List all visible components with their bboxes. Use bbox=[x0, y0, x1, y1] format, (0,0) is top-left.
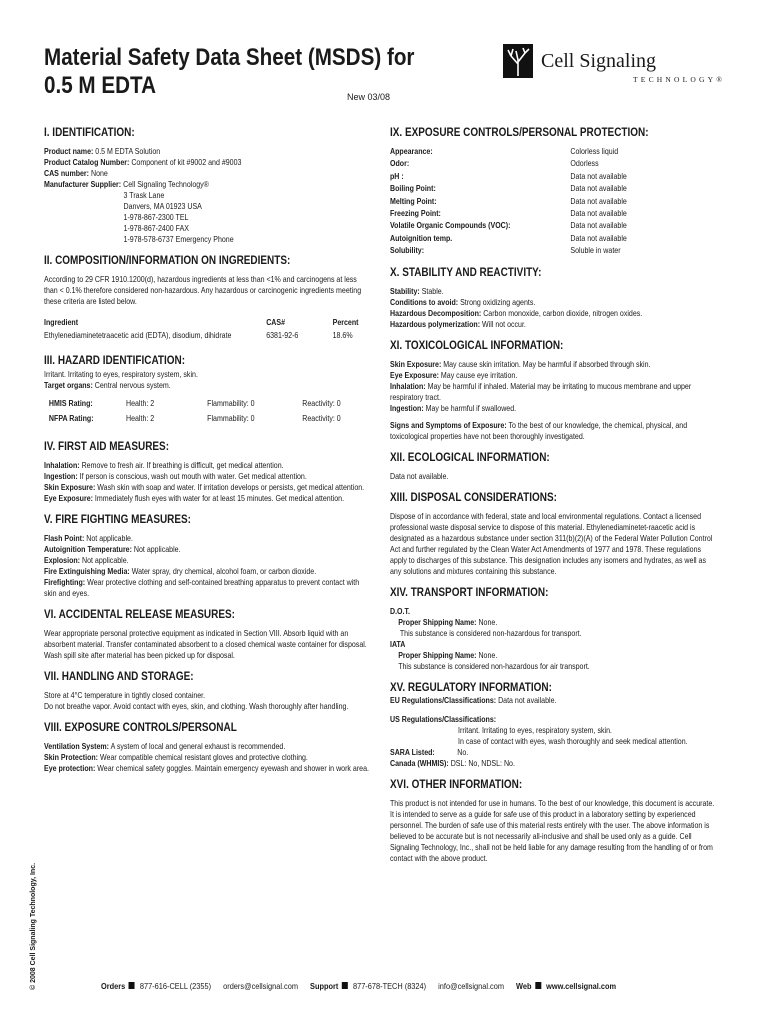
square-bullet-icon bbox=[342, 982, 348, 989]
hazard-body bbox=[44, 369, 372, 426]
property-label: pH : bbox=[390, 170, 404, 181]
square-bullet-icon bbox=[535, 982, 541, 989]
property-value: Data not available bbox=[570, 232, 627, 243]
address-line: 1-978-578-6737 Emergency Phone bbox=[123, 234, 234, 244]
value: Remove to fresh air. If breathing is difficult, get medical attention. bbox=[81, 460, 284, 470]
paragraph: This product is not intended for use in humans. To the best of our knowledge, this document is accurate. It is intended to serve as a guide for safe use of this product in a laboratory setting by experienced personnel. The burden of safe use of this material rests entirely with the user. The above information is believed to be accurate but is not necessarily all-inclusive and shall be used only as a guide. Cell Signaling Technology, Inc., shall not be held liable for any damage resulting from the handling of or from contact with the above product. bbox=[390, 797, 715, 863]
section-identification bbox=[44, 126, 374, 245]
value: Wear protective clothing and self-contained breathing apparatus to prevent contact with skin and eyes. bbox=[44, 577, 360, 598]
title-line-1: Material Safety Data Sheet (MSDS) for bbox=[44, 44, 415, 71]
value: To the best of our knowledge, the chemical, physical, and toxicological properties have not been thoroughly investigated. bbox=[390, 419, 688, 441]
section-heading: II. COMPOSITION/INFORMATION ON INGREDIENTS: bbox=[44, 254, 291, 267]
label: Ingestion: bbox=[390, 402, 424, 413]
address-line: 3 Trask Lane bbox=[123, 190, 165, 200]
label: Proper Shipping Name: bbox=[398, 616, 477, 627]
logo-tech-text: TECHNOLOGY bbox=[633, 75, 717, 84]
property-value: Data not available bbox=[570, 183, 627, 194]
property-label: Volatile Organic Compounds (VOC): bbox=[390, 220, 511, 231]
table-cell: HMIS Rating: bbox=[48, 398, 93, 408]
property-row bbox=[390, 157, 627, 169]
first-aid-body bbox=[44, 460, 372, 504]
label: Product name: bbox=[44, 146, 94, 156]
value: No. bbox=[457, 746, 469, 757]
label: Inhalation: bbox=[44, 460, 80, 470]
section-heading: XI. TOXICOLOGICAL INFORMATION: bbox=[390, 338, 564, 352]
property-row bbox=[390, 145, 627, 157]
properties-table bbox=[390, 145, 627, 257]
value: None. bbox=[478, 616, 498, 627]
value: DSL: No, NDSL: No. bbox=[450, 757, 515, 768]
header-cell: CAS# bbox=[266, 317, 286, 327]
label: Ventilation System: bbox=[44, 741, 110, 751]
label: Canada (WHMIS): bbox=[390, 757, 449, 768]
tree-logo-icon bbox=[503, 44, 533, 78]
section-handling-storage bbox=[44, 670, 374, 712]
section-physical-properties bbox=[390, 126, 720, 257]
right-column bbox=[390, 126, 720, 873]
section-heading: XIV. TRANSPORT INFORMATION: bbox=[390, 585, 549, 599]
address-line: 1-978-867-2400 FAX bbox=[123, 223, 189, 233]
ingredients-table bbox=[44, 316, 358, 342]
label: Skin Exposure: bbox=[44, 482, 96, 492]
section-hazard bbox=[44, 354, 374, 426]
address-line: 1-978-867-2300 TEL bbox=[123, 212, 189, 222]
composition-body bbox=[44, 274, 372, 342]
value: Water spray, dry chemical, alcohol foam, or carbon dioxide. bbox=[131, 566, 317, 576]
table-cell: Ethylenediaminetetraacetic acid (EDTA), disodium, dihidrate bbox=[44, 330, 232, 340]
section-transport bbox=[390, 586, 720, 672]
value: May cause skin irritation. May be harmful if absorbed through skin. bbox=[443, 358, 651, 369]
property-value: Soluble in water bbox=[570, 245, 621, 256]
footer-orders-email-link[interactable]: orders@cellsignal.com bbox=[223, 981, 298, 991]
property-value: Data not available bbox=[570, 208, 627, 219]
value: Immediately flush eyes with water for at least 15 minutes. Get medical attention. bbox=[94, 493, 345, 503]
table-cell: 6381-92-6 bbox=[266, 330, 299, 340]
section-regulatory bbox=[390, 681, 720, 769]
value: Component of kit #9002 and #9003 bbox=[131, 157, 242, 167]
section-stability bbox=[390, 266, 720, 330]
logo-reg: ® bbox=[716, 75, 726, 84]
stability-body bbox=[390, 286, 718, 330]
address-line: Danvers, MA 01923 USA bbox=[123, 201, 202, 211]
label: Target organs: bbox=[44, 380, 93, 390]
value: May be harmful if swallowed. bbox=[425, 402, 517, 413]
value: None bbox=[90, 168, 108, 178]
property-row bbox=[390, 182, 627, 194]
header-cell: Ingredient bbox=[44, 317, 79, 327]
table-cell: Health: 2 bbox=[126, 413, 155, 423]
identification-body bbox=[44, 146, 372, 245]
table-cell: Reactivity: 0 bbox=[302, 398, 341, 408]
property-value: Data not available bbox=[570, 220, 627, 231]
footer-support-label: Support bbox=[310, 981, 339, 991]
paragraph: Data not available. bbox=[390, 470, 449, 481]
section-heading: VIII. EXPOSURE CONTROLS/PERSONAL bbox=[44, 721, 237, 734]
footer-support-email-link[interactable]: info@cellsignal.com bbox=[438, 981, 504, 991]
company-logo bbox=[503, 44, 726, 90]
property-row bbox=[390, 219, 627, 231]
section-heading: IV. FIRST AID MEASURES: bbox=[44, 440, 170, 453]
regulatory-body bbox=[390, 695, 718, 769]
title-line-2: 0.5 M EDTA bbox=[44, 72, 157, 99]
property-value: Colorless liquid bbox=[570, 146, 619, 156]
property-row bbox=[390, 207, 627, 219]
paragraph: Wear appropriate personal protective equipment as indicated in Section VIII. Absorb liquid with an absorbent material. Transfer contaminated absorbent to a closed chemical waste container for disposal. Wash spill site after material has been picked up for disposal. bbox=[44, 628, 367, 660]
label: Firefighting: bbox=[44, 577, 86, 587]
value: A system of local and general exhaust is recommended. bbox=[110, 741, 286, 751]
property-label: Odor: bbox=[390, 158, 410, 169]
section-toxicological bbox=[390, 339, 720, 442]
section-first-aid bbox=[44, 440, 374, 504]
section-heading: XII. ECOLOGICAL INFORMATION: bbox=[390, 450, 550, 464]
table-row bbox=[44, 329, 358, 342]
paragraph: According to 29 CFR 1910.1200(d), hazardous ingredients at less than <1% and carcinogens at less than < 0.1% therefore considered non-hazardous. Any hazardous or carcinogenic ingredients meeting these criteria are listed below. bbox=[44, 274, 362, 306]
label: Eye Exposure: bbox=[44, 493, 93, 503]
label: Fire Extinguishing Media: bbox=[44, 566, 130, 576]
footer-orders-label: Orders bbox=[101, 981, 126, 991]
table-cell: Flammability: 0 bbox=[207, 398, 255, 408]
value: Cell Signaling Technology® bbox=[123, 179, 209, 189]
property-value: Data not available bbox=[570, 170, 627, 181]
property-row bbox=[390, 244, 627, 256]
logo-name: Cell Signaling bbox=[541, 50, 656, 72]
label: CAS number: bbox=[44, 168, 90, 178]
property-row bbox=[390, 195, 627, 207]
label: Eye protection: bbox=[44, 763, 96, 773]
label: Skin Exposure: bbox=[390, 358, 442, 369]
nfpa-row bbox=[49, 411, 341, 426]
property-row bbox=[390, 232, 627, 244]
value: Data not available. bbox=[498, 694, 557, 705]
table-cell: Flammability: 0 bbox=[207, 413, 255, 423]
label: Product Catalog Number: bbox=[44, 157, 130, 167]
handling-body bbox=[44, 690, 372, 712]
section-exposure-controls bbox=[44, 721, 374, 774]
header-cell: Percent bbox=[332, 317, 359, 327]
label: Skin Protection: bbox=[44, 752, 99, 762]
value: 0.5 M EDTA Solution bbox=[95, 146, 161, 156]
footer bbox=[101, 981, 616, 991]
value: Central nervous system. bbox=[94, 380, 171, 390]
paragraph: Irritant. Irritating to eyes, respiratory system, skin. bbox=[458, 724, 612, 735]
label: IATA bbox=[390, 638, 406, 649]
section-heading: X. STABILITY AND REACTIVITY: bbox=[390, 265, 542, 279]
label: SARA Listed: bbox=[390, 746, 435, 757]
table-cell: 18.6% bbox=[332, 330, 353, 340]
properties-body bbox=[390, 145, 718, 257]
footer-web-label: Web bbox=[516, 981, 532, 991]
section-heading: IX. EXPOSURE CONTROLS/PERSONAL PROTECTION: bbox=[390, 126, 649, 139]
footer-web-link[interactable]: www.cellsignal.com bbox=[546, 981, 617, 991]
property-label: Melting Point: bbox=[390, 195, 437, 206]
property-label: Solubility: bbox=[390, 245, 425, 256]
copyright-text: © 2008 Cell Signaling Technology, Inc. bbox=[30, 862, 37, 990]
value: Will not occur. bbox=[482, 318, 526, 329]
table-header bbox=[44, 316, 358, 329]
section-composition bbox=[44, 254, 374, 342]
revision-date: New 03/08 bbox=[347, 92, 391, 102]
label: Hazardous polymerization: bbox=[390, 318, 481, 329]
paragraph: This substance is considered non-hazardous for transport. bbox=[399, 627, 582, 638]
property-value: Data not available bbox=[570, 195, 627, 206]
section-heading: I. IDENTIFICATION: bbox=[44, 126, 135, 139]
hmis-row bbox=[49, 396, 341, 411]
section-heading: XV. REGULATORY INFORMATION: bbox=[390, 680, 552, 694]
label: Flash Point: bbox=[44, 533, 85, 543]
label: Inhalation: bbox=[390, 380, 426, 391]
table-cell: Reactivity: 0 bbox=[302, 413, 341, 423]
value: Not applicable. bbox=[81, 555, 129, 565]
paragraph: Irritant. Irritating to eyes, respiratory system, skin. bbox=[44, 369, 198, 379]
document-title bbox=[44, 44, 475, 100]
footer-support-phone: 877-678-TECH (8324) bbox=[352, 981, 427, 991]
value: Strong oxidizing agents. bbox=[460, 296, 536, 307]
section-accidental-release bbox=[44, 608, 374, 661]
paragraph: This substance is considered non-hazardous for air transport. bbox=[398, 660, 590, 671]
logo-technology bbox=[633, 75, 725, 84]
value: None. bbox=[478, 649, 498, 660]
section-heading: III. HAZARD IDENTIFICATION: bbox=[44, 354, 186, 367]
label: Autoignition Temperature: bbox=[44, 544, 132, 554]
copyright-sidebar bbox=[30, 862, 40, 1000]
property-label: Freezing Point: bbox=[390, 208, 441, 219]
value: May cause eye irritation. bbox=[440, 369, 518, 380]
section-disposal bbox=[390, 491, 720, 577]
value: If person is conscious, wash out mouth with water. Get medical attention. bbox=[79, 471, 307, 481]
table-cell: NFPA Rating: bbox=[48, 413, 94, 423]
label: Proper Shipping Name: bbox=[398, 649, 477, 660]
toxicological-body bbox=[390, 359, 718, 442]
table-cell: Health: 2 bbox=[126, 398, 155, 408]
value: Wear compatible chemical resistant gloves and protective clothing. bbox=[100, 752, 308, 762]
property-label: Autoignition temp. bbox=[390, 232, 453, 243]
label: Manufacturer Supplier: bbox=[44, 179, 122, 189]
label: Stability: bbox=[390, 285, 420, 296]
property-label: Boiling Point: bbox=[390, 183, 436, 194]
label: D.O.T. bbox=[390, 605, 410, 616]
label: Conditions to avoid: bbox=[390, 296, 459, 307]
label: Ingestion: bbox=[44, 471, 78, 481]
value: Wear chemical safety goggles. Maintain emergency eyewash and shower in work area. bbox=[97, 763, 369, 773]
rating-table bbox=[49, 396, 341, 426]
label: US Regulations/Classifications: bbox=[390, 713, 497, 724]
value: Stable. bbox=[421, 285, 444, 296]
label: Explosion: bbox=[44, 555, 81, 565]
value: Not applicable. bbox=[133, 544, 181, 554]
transport-body bbox=[390, 606, 718, 672]
footer-orders-phone: 877-616-CELL (2355) bbox=[139, 981, 212, 991]
paragraph: Store at 4°C temperature in tightly closed container. bbox=[44, 690, 206, 700]
label: Hazardous Decomposition: bbox=[390, 307, 482, 318]
property-value: Odorless bbox=[570, 158, 599, 169]
section-ecological bbox=[390, 451, 720, 482]
value: Wash skin with soap and water. If irritation develops or persists, get medical attention. bbox=[97, 482, 365, 492]
section-heading: XIII. DISPOSAL CONSIDERATIONS: bbox=[390, 490, 557, 504]
section-other-information bbox=[390, 778, 720, 864]
paragraph: In case of contact with eyes, wash thoroughly and seek medical attention. bbox=[458, 735, 688, 746]
square-bullet-icon bbox=[129, 982, 135, 989]
label: Eye Exposure: bbox=[390, 369, 439, 380]
section-heading: V. FIRE FIGHTING MEASURES: bbox=[44, 513, 191, 526]
fire-fighting-body bbox=[44, 533, 372, 599]
label: EU Regulations/Classifications: bbox=[390, 694, 497, 705]
value: Not applicable. bbox=[86, 533, 133, 543]
section-heading: XVI. OTHER INFORMATION: bbox=[390, 777, 523, 791]
property-label: Appearance: bbox=[390, 146, 433, 156]
label: Signs and Symptoms of Exposure: bbox=[390, 419, 507, 430]
section-heading: VI. ACCIDENTAL RELEASE MEASURES: bbox=[44, 608, 235, 621]
value: Carbon monoxide, carbon dioxide, nitrogen oxides. bbox=[483, 307, 643, 318]
paragraph: Dispose of in accordance with federal, state and local environmental regulations. Contact a licensed professional waste disposal service to dispose of this material. Ethylenediaminetet-raacetic acid is designated as a hazardous substance under section 311(b)(2)(A) of the Federal Water Pollution Control Act and further regulated by the Clean Water Act Amendments of 1977 and 1978. These regulations apply to discharges of this substance. This designation includes any isomers and hydrates, as well as any solutions and mixtures containing this substance. bbox=[390, 510, 713, 576]
property-row bbox=[390, 170, 627, 182]
section-heading: VII. HANDLING AND STORAGE: bbox=[44, 670, 194, 683]
exposure-body bbox=[44, 741, 372, 774]
section-fire-fighting bbox=[44, 513, 374, 599]
left-column bbox=[44, 126, 374, 783]
value: May be harmful if inhaled. Material may be irritating to mucous membrane and upper respiratory tract. bbox=[390, 380, 692, 402]
paragraph: Do not breathe vapor. Avoid contact with eyes, skin, and clothing. Wash thoroughly after handling. bbox=[44, 701, 349, 711]
